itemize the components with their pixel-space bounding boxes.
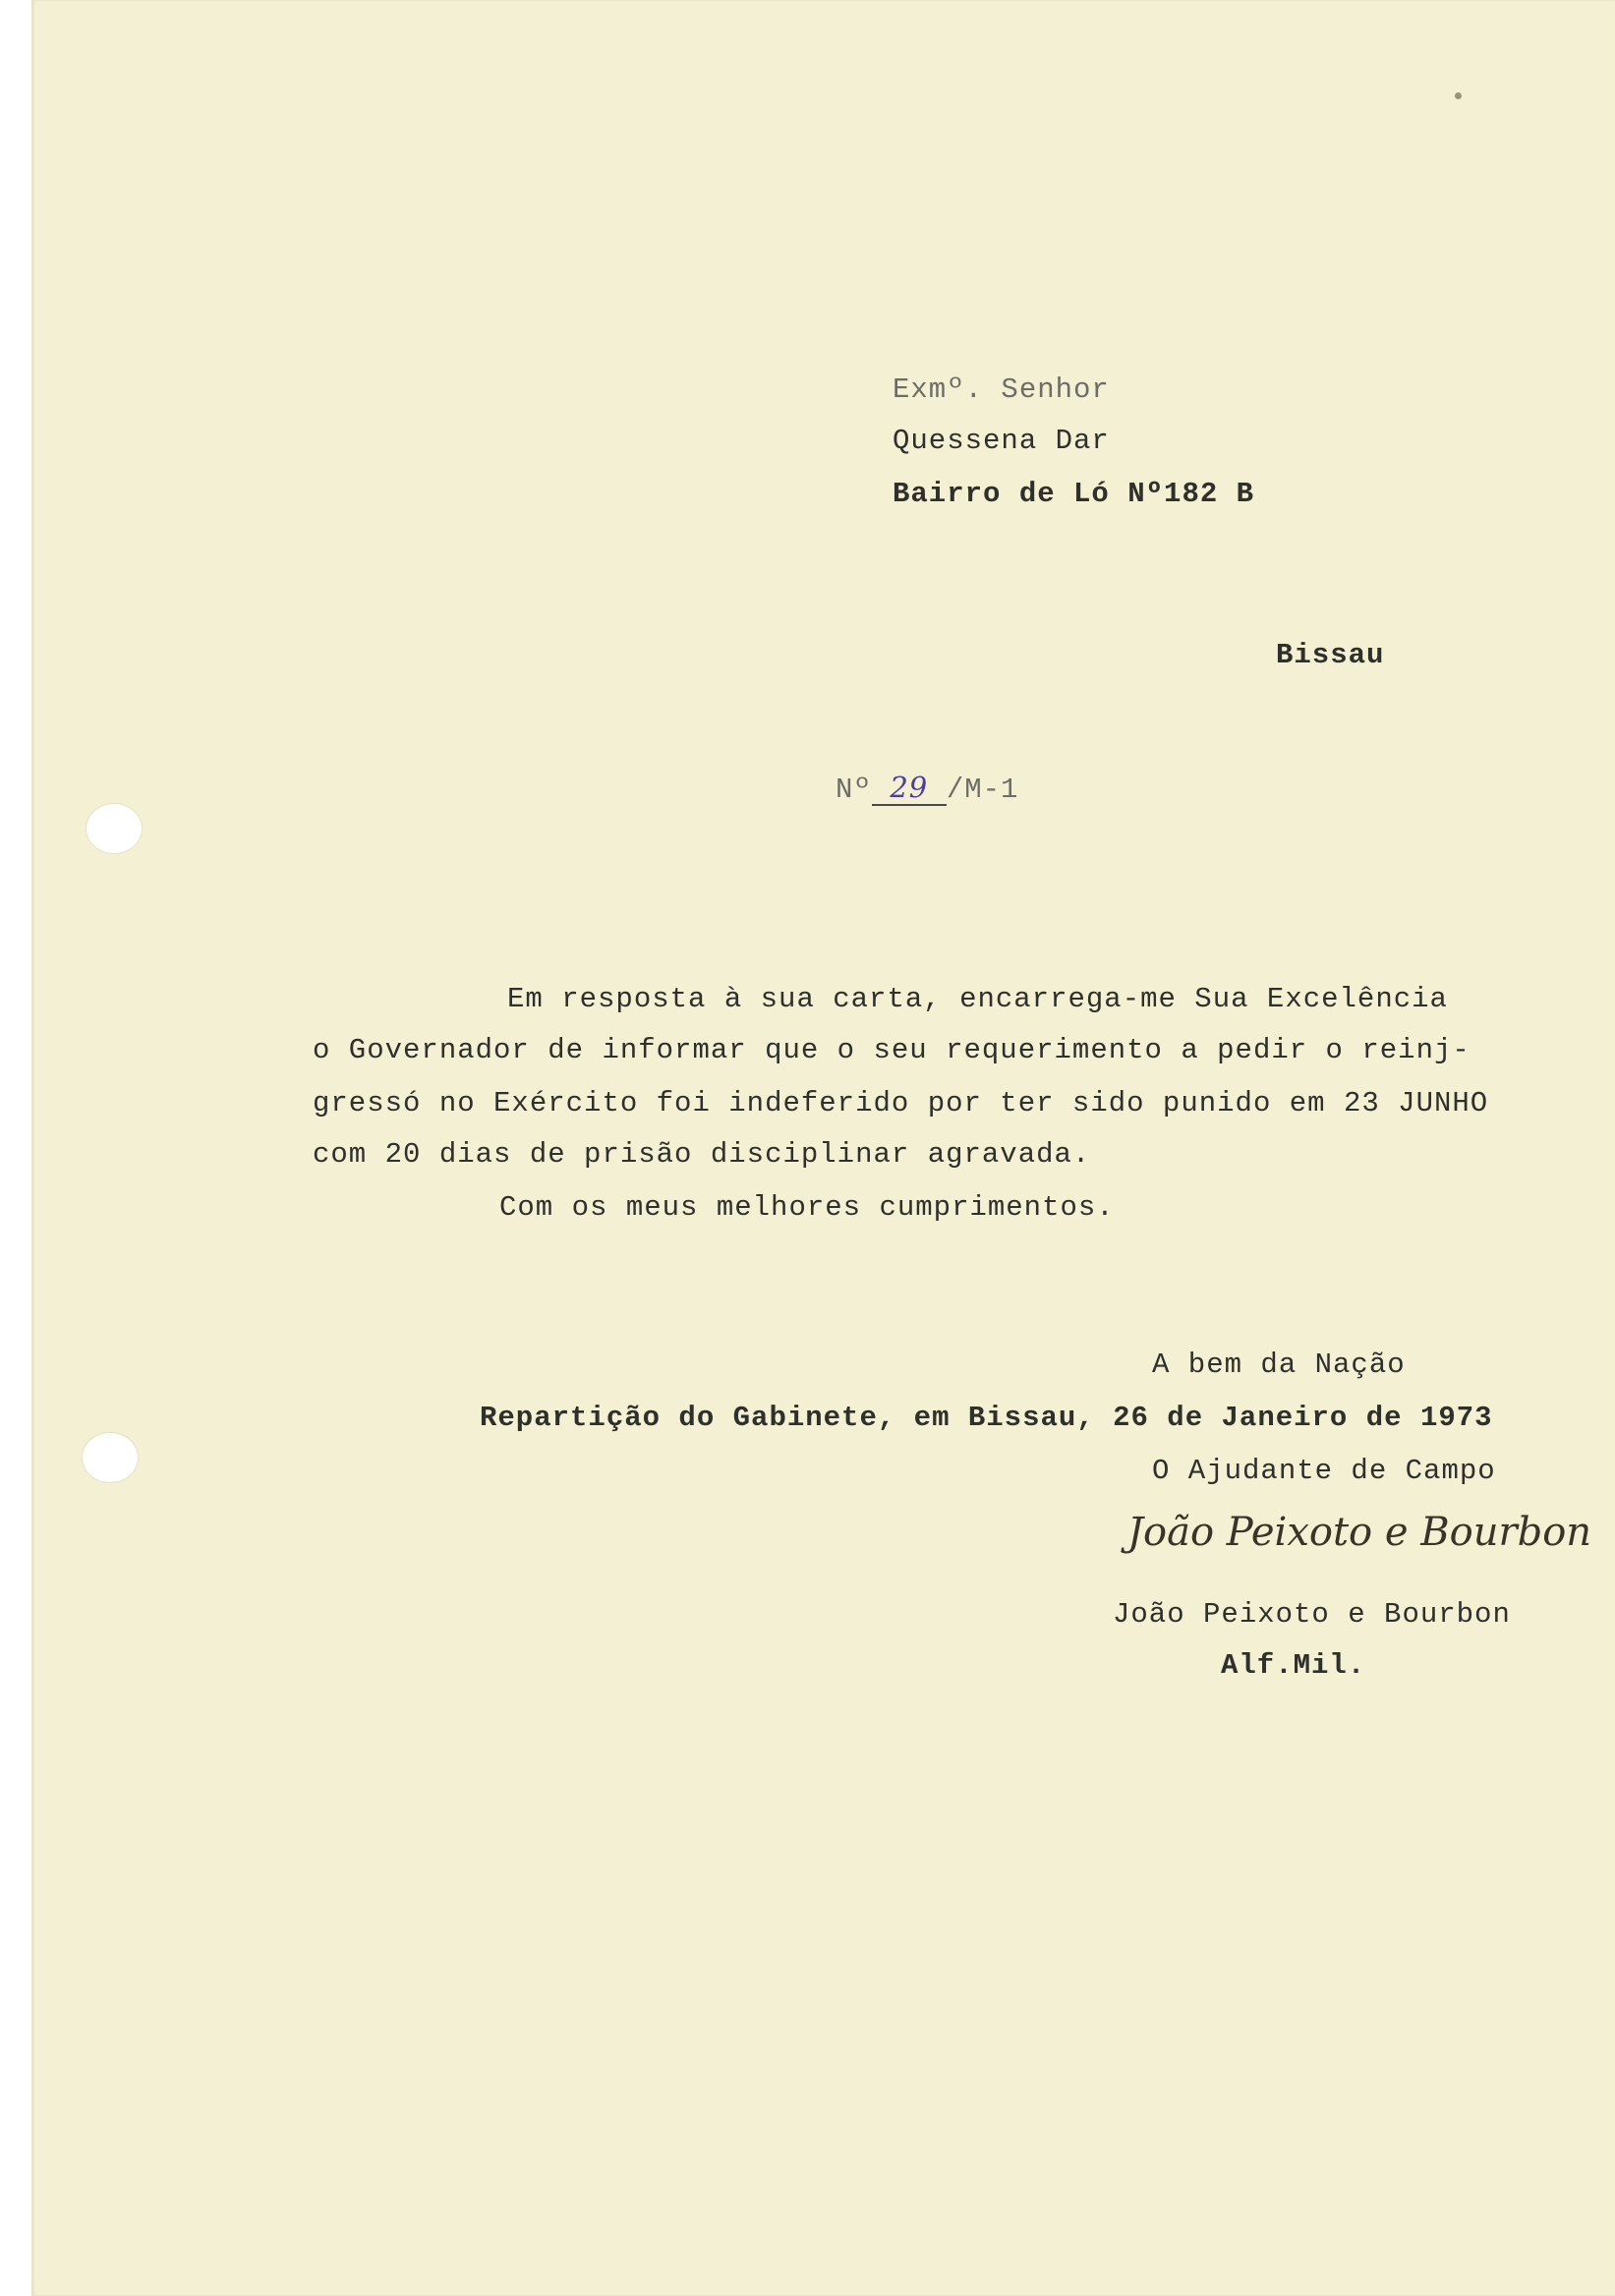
place-date-line: Repartição do Gabinete, em Bissau, 26 de Janeiro de 1973 — [480, 1402, 1493, 1434]
letter-page — [31, 0, 1615, 2296]
handwritten-signature — [1127, 1496, 1592, 1565]
body-line-4: com 20 dias de prisão disciplinar agravada. — [313, 1138, 1091, 1171]
closing-line: Com os meus melhores cumprimentos. — [499, 1191, 1115, 1224]
signatory-role: O Ajudante de Campo — [1152, 1455, 1496, 1487]
reference-number-line — [836, 771, 1018, 806]
recipient-name: Quessena Dar — [893, 425, 1110, 457]
body-line-3: gressó no Exército foi indeferido por ter sido punido em 23 JUNHO — [313, 1087, 1489, 1119]
punch-hole-top — [87, 804, 142, 853]
reference-number-handwritten: 29 — [872, 771, 947, 806]
recipient-salutation: Exmº. Senhor — [893, 373, 1110, 406]
motto: A bem da Nação — [1152, 1349, 1406, 1381]
signatory-name: João Peixoto e Bourbon — [1113, 1598, 1511, 1631]
svg-text:João Peixoto e Bourbon: João Peixoto e Bourbon — [1127, 1510, 1592, 1555]
body-line-2: o Governador de informar que o seu requerimento a pedir o reinj- — [313, 1034, 1471, 1066]
punch-hole-bottom — [83, 1433, 138, 1482]
reference-prefix: Nº — [836, 774, 872, 806]
body-line-1: Em resposta à sua carta, encarrega-me Sua Excelência — [507, 983, 1448, 1015]
paper-speck — [1455, 92, 1462, 99]
recipient-address: Bairro de Ló Nº182 B — [893, 478, 1255, 510]
reference-suffix: /M-1 — [946, 774, 1019, 806]
recipient-city: Bissau — [1276, 639, 1385, 671]
signatory-rank: Alf.Mil. — [1221, 1649, 1366, 1682]
